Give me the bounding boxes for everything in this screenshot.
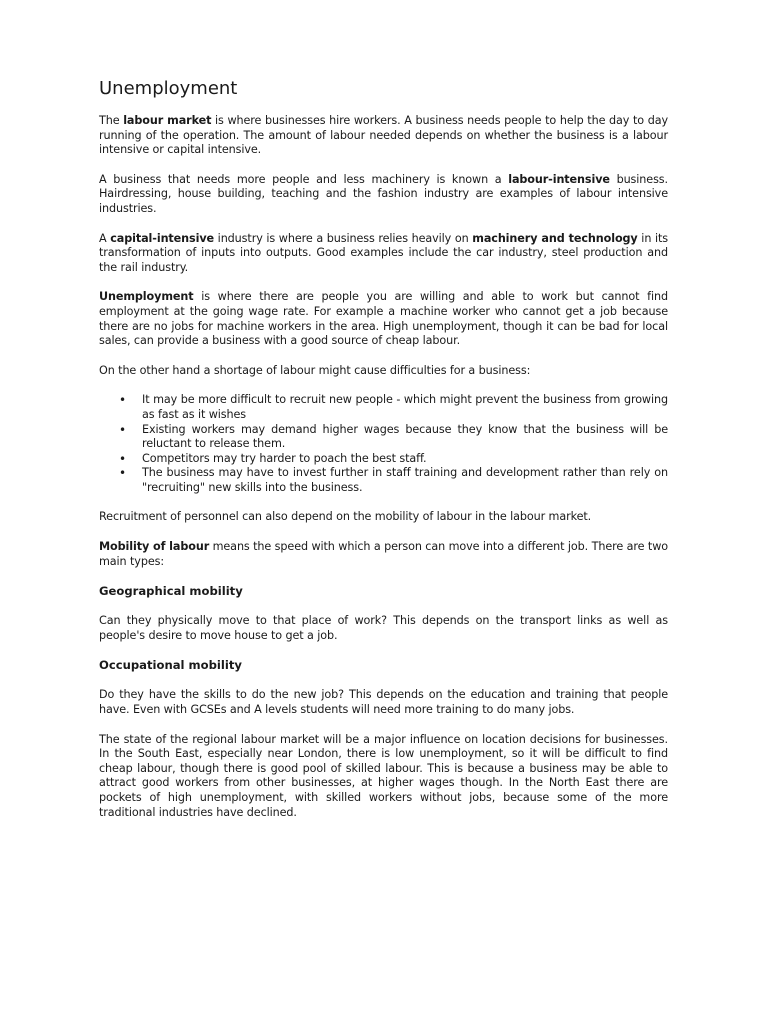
- bullet-icon: •: [119, 451, 126, 466]
- list-item: [99, 393, 668, 422]
- list-item-text: The business may have to invest further in staff training and development rather than rely on "recruiting" new skills into the business.: [142, 466, 668, 494]
- heading-geographical-mobility: Geographical mobility: [99, 584, 243, 599]
- list-item-text: Competitors may try harder to poach the best staff.: [142, 451, 427, 465]
- text-run: A: [99, 231, 111, 245]
- text-run: A business that needs more people and less machinery is known a: [99, 172, 509, 186]
- text-run: The: [99, 114, 124, 127]
- text-run: business. Hairdressing, house building, teaching and the fashion industry are examples of labour intensive industries.: [99, 172, 668, 215]
- paragraph-unemployment: [99, 290, 668, 348]
- paragraph-mobility-of-labour: [99, 540, 668, 569]
- document-page: [99, 78, 668, 835]
- paragraph-labour-market: [99, 114, 668, 158]
- term-machinery-technology: machinery and technology: [472, 231, 638, 245]
- list-item: [99, 423, 668, 452]
- heading-occupational-mobility: Occupational mobility: [99, 658, 242, 673]
- term-mobility-of-labour: Mobility of labour: [99, 540, 210, 554]
- bullet-icon: •: [119, 422, 126, 437]
- term-labour-market: labour market: [123, 114, 212, 127]
- page-title: Unemployment: [99, 78, 238, 99]
- text-run: is where there are people you are willing and able to work but cannot find employment at the going wage rate. For example a machine worker who cannot get a job because there are no jobs for machine workers in the area. High unemployment, though it can be bad for local sales, can provide a business with a good source of cheap labour.: [99, 290, 668, 348]
- paragraph-shortage-intro: On the other hand a shortage of labour might cause difficulties for a business:: [99, 363, 531, 377]
- list-item-text: Existing workers may demand higher wages because they know that the business will be reluctant to release them.: [142, 422, 668, 451]
- paragraph-labour-intensive: [99, 173, 668, 217]
- paragraph-occupational: Do they have the skills to do the new job? This depends on the education and training that people have. Even with GCSEs and A levels students will need more training to do many jobs.: [99, 688, 668, 717]
- list-item-text: It may be more difficult to recruit new people - which might prevent the business from growing as fast as it wishes: [142, 393, 668, 421]
- bullet-icon: •: [119, 466, 126, 481]
- term-unemployment: Unemployment: [99, 290, 194, 304]
- list-item: [99, 452, 668, 467]
- text-run: in its transformation of inputs into outputs. Good examples include the car industry, steel production and the rail industry.: [99, 231, 669, 274]
- list-item: [99, 466, 668, 495]
- paragraph-recruitment: Recruitment of personnel can also depend on the mobility of labour in the labour market.: [99, 510, 592, 524]
- text-run: means the speed with which a person can move into a different job. There are two main types:: [99, 540, 668, 568]
- paragraph-geographical: Can they physically move to that place of work? This depends on the transport links as well as people's desire to move house to get a job.: [99, 614, 668, 642]
- text-run: industry is where a business relies heavily on: [214, 231, 473, 245]
- term-labour-intensive: labour-intensive: [508, 172, 610, 186]
- bullet-list: [99, 393, 668, 495]
- term-capital-intensive: capital-intensive: [110, 231, 215, 245]
- paragraph-capital-intensive: [99, 232, 668, 276]
- paragraph-regional-labour-market: The state of the regional labour market will be a major influence on location decisions for businesses. In the South East, especially near London, there is low unemployment, so it will be difficult to find cheap labour, though there is good pool of skilled labour. This is because a business may be able to attract good workers from other businesses, at higher wages though. In the North East there are pockets of high unemployment, with skilled workers without jobs, because some of the more traditional industries have declined.: [99, 732, 668, 819]
- bullet-icon: •: [119, 393, 126, 408]
- text-run: is where businesses hire workers. A business needs people to help the day to day running of the operation. The amount of labour needed depends on whether the business is a labour intensive or capital intensive.: [99, 114, 668, 157]
